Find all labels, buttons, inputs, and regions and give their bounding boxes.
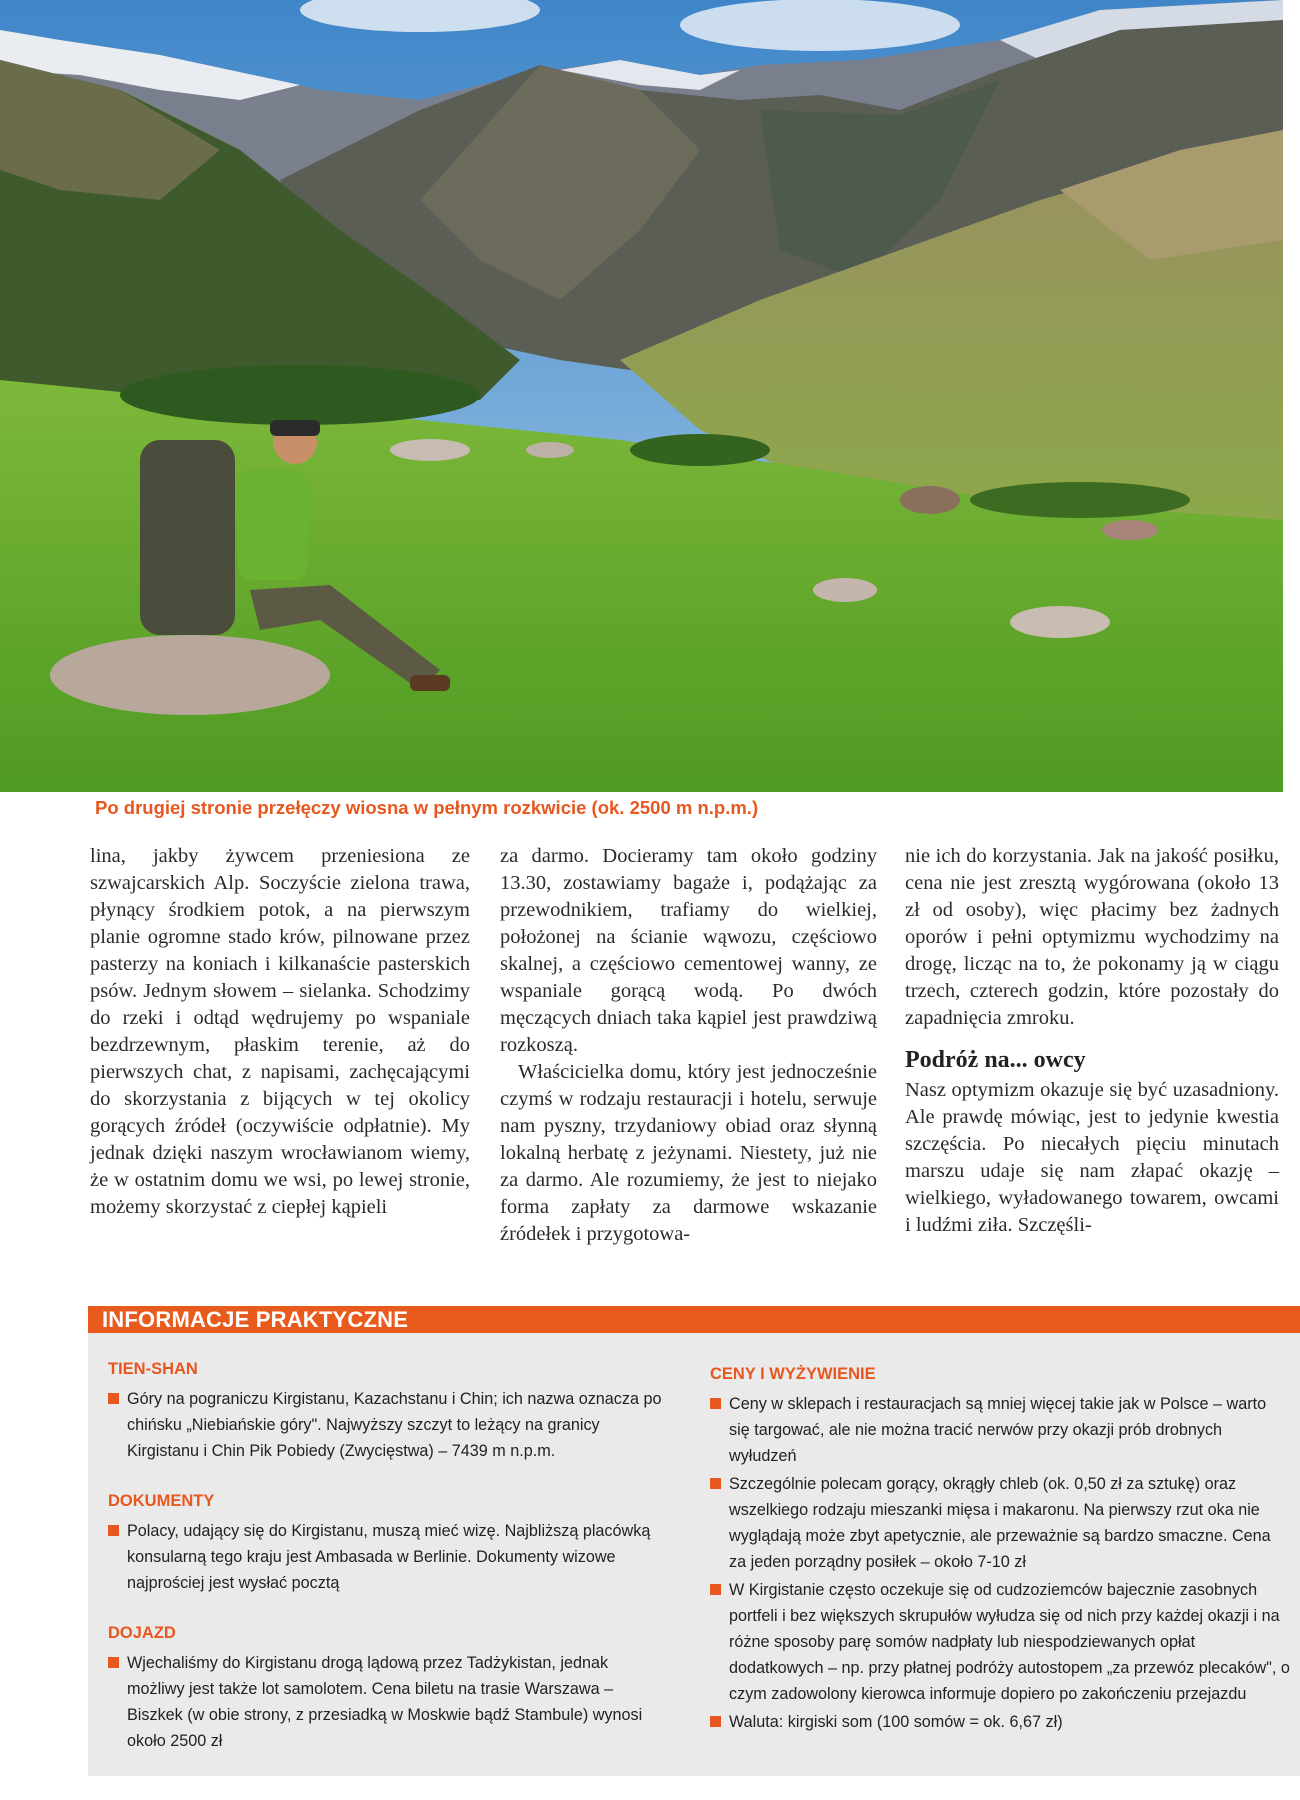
- info-section-heading: DOJAZD: [108, 1624, 176, 1642]
- article-column-2: [500, 843, 877, 1248]
- bullet-square-icon: [710, 1584, 721, 1595]
- info-item-text: Waluta: kirgiski som (100 somów = ok. 6,67 zł): [729, 1713, 1063, 1731]
- info-section-tien-shan: [108, 1356, 668, 1464]
- info-section-ceny: [710, 1361, 1290, 1735]
- bullet-square-icon: [108, 1657, 119, 1668]
- info-section-dokumenty: [108, 1488, 668, 1596]
- bullet-square-icon: [710, 1398, 721, 1409]
- info-item-text: Polacy, udający się do Kirgistanu, muszą mieć wizę. Najbliższą placówką konsularną tego kraju jest Ambasada w Berlinie. Dokumenty wizowe najprościej jest wysłać pocztą: [127, 1522, 651, 1592]
- info-list-item: [108, 1650, 668, 1754]
- info-list-item: [710, 1577, 1290, 1707]
- info-list-item: [108, 1518, 668, 1596]
- practical-info-header: [88, 1306, 1300, 1333]
- info-list-item: [108, 1386, 668, 1464]
- info-item-text: Góry na pograniczu Kirgistanu, Kazachstanu i Chin; ich nazwa oznacza po chińsku „Niebiańskie góry". Najwyższy szczyt to leżący na granicy Kirgistanu i Chin Pik Pobiedy (Zwycięstwa) – 7439 m n.p.m.: [127, 1390, 662, 1460]
- info-section-heading: TIEN-SHAN: [108, 1360, 198, 1378]
- info-item-text: Wjechaliśmy do Kirgistanu drogą lądową przez Tadżykistan, jednak możliwy jest także lot samolotem. Cena biletu na trasie Warszawa – Biszkek (w obie strony, z przesiadką w Moskwie bądź Stambule) wynosi około 2500 zł: [127, 1654, 643, 1750]
- bullet-square-icon: [108, 1393, 119, 1404]
- mountain-valley-photo: [0, 0, 1283, 792]
- article-paragraph: lina, jakby żywcem przeniesiona ze szwajcarskich Alp. Soczyście zielona trawa, płynący środkiem potok, a na pierwszym planie ogromne stado krów, pilnowane przez pasterzy na koniach i kilkanaście pasterskich psów. Jednym słowem – sielanka. Schodzimy do rzeki i odtąd wędrujemy po wspaniale bezdrzewnym, płaskim terenie, aż do pierwszych chat, z napisami, zachęcającymi do skorzystania z bijących w tej okolicy gorących źródeł (oczywiście odpłatnie). My jednak dzięki naszym wrocławianom wiemy, że w ostatnim domu we wsi, po lewej stronie, możemy skorzystać z ciepłej kąpieli: [90, 845, 470, 1218]
- article-paragraph: za darmo. Docieramy tam około godziny 13.30, zostawiamy bagaże i, podążając za przewodnikiem, trafiamy do wielkiej, położonej na ścianie wąwozu, częściowo skalnej, a częściowo cementowej wanny, ze wspaniale gorącą wodą. Po dwóch męczących dniach taka kąpiel jest prawdziwą rozkoszą.: [500, 845, 877, 1056]
- practical-info-title: INFORMACJE PRAKTYCZNE: [102, 1307, 409, 1332]
- info-item-text: Ceny w sklepach i restauracjach są mniej więcej takie jak w Polsce – warto się targować, ale nie można tracić nerwów przy okazji prób drobnych wyłudzeń: [729, 1395, 1267, 1465]
- article-column-1: [90, 843, 470, 1221]
- info-list-item: [710, 1709, 1290, 1735]
- info-section-heading: DOKUMENTY: [108, 1492, 215, 1510]
- practical-info-box: [88, 1306, 1300, 1776]
- article-paragraph: Właścicielka domu, który jest jednocześnie czymś w rodzaju restauracji i hotelu, serwuje nam pyszny, trzydaniowy obiad oraz słynną lokalną herbatę z jeżynami. Niestety, już nie za darmo. Ale rozumiemy, że jest to niejako forma zapłaty za darmowe wskazanie źródełek i przygotowa-: [500, 1061, 877, 1245]
- article-subheading: Podróż na... owcy: [905, 1047, 1086, 1073]
- bullet-square-icon: [710, 1716, 721, 1727]
- article-paragraph: Nasz optymizm okazuje się być uzasadniony. Ale prawdę mówiąc, jest to jedynie kwestia szczęścia. Po niecałych pięciu minutach marszu udaje się nam złapać okazję – wielkiego, wyładowanego towarem, owcami i ludźmi ziła. Szczęśli-: [905, 1079, 1279, 1236]
- info-list-item: [710, 1391, 1290, 1469]
- info-item-text: Szczególnie polecam gorący, okrągły chleb (ok. 0,50 zł za sztukę) oraz wszelkiego rodzaju mieszanki mięsa i makaronu. Na pierwszy rzut oka nie wyglądają może zbyt apetycznie, ale przeważnie są bardzo smaczne. Cena za jeden porządny posiłek – około 7-10 zł: [729, 1475, 1271, 1571]
- bullet-square-icon: [108, 1525, 119, 1536]
- info-list-item: [710, 1471, 1290, 1575]
- bullet-square-icon: [710, 1478, 721, 1489]
- info-item-text: W Kirgistanie często oczekuje się od cudzoziemców bajecznie zasobnych portfeli i bez większych skrupułów wyłudza się od nich przy każdej okazji i na różne sposoby parę somów nadpłaty lub niespodziewanych opłat dodatkowych – np. przy płatnej podróży autostopem „za przewóz plecaków", o czym zadowolony kierowca informuje dopiero po zakończeniu przejazdu: [729, 1581, 1290, 1703]
- practical-info-right-column: [710, 1361, 1290, 1759]
- photo-caption: Po drugiej stronie przełęczy wiosna w pełnym rozkwicie (ok. 2500 m n.p.m.): [95, 797, 759, 818]
- info-section-heading: CENY I WYŻYWIENIE: [710, 1365, 876, 1383]
- article-column-3: [905, 843, 1279, 1239]
- article-paragraph: nie ich do korzystania. Jak na jakość posiłku, cena nie jest zresztą wygórowana (około 13 zł od osoby), więc płacimy bez żadnych oporów i pełni optymizmu wychodzimy na drogę, licząc na to, że pokonamy ją w ciągu trzech, czterech godzin, które pozostały do zapadnięcia zmroku.: [905, 845, 1279, 1029]
- practical-info-left-column: [108, 1356, 668, 1778]
- info-section-dojazd: [108, 1620, 668, 1754]
